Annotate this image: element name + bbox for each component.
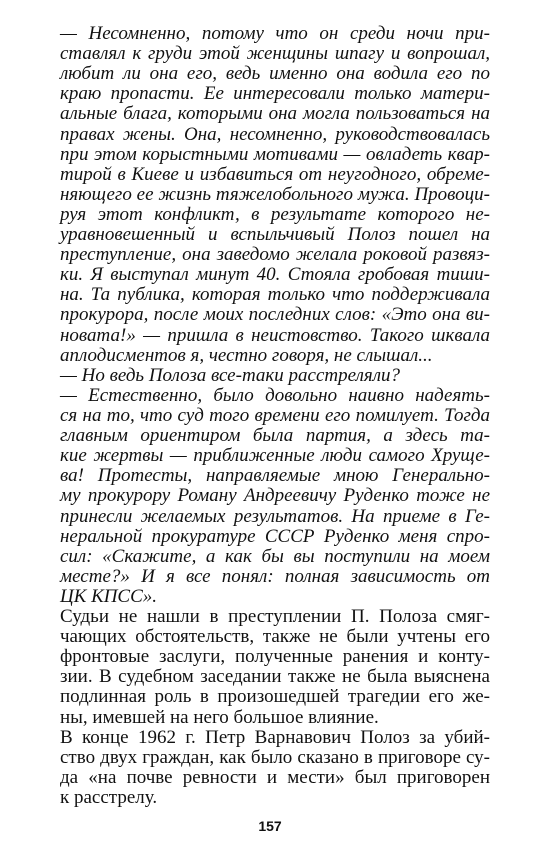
text-line: главным ориентиром была партия, а здесь та-	[60, 425, 490, 447]
text-line: — Несомненно, потому что он среди ночи при-	[60, 23, 490, 44]
text-line: уравновешенный и вспыльчивый Полоз пошел на	[60, 224, 490, 245]
text-line: тирой в Киеве и избавиться от неугодного, обреме-	[60, 163, 490, 185]
text-line: да «на почве ревности и мести» был приговорен	[60, 766, 490, 788]
text-line: ЦК КПСС».	[60, 585, 158, 607]
text-line: — Но ведь Полоза все-таки расстреляли?	[60, 364, 400, 386]
text-line: правах жены. Она, несомненно, руководствовалась	[60, 123, 490, 145]
text-line: ки. Я выступал минут 40. Стояла гробовая тиши-	[60, 264, 490, 286]
text-line: чающих обстоятельств, также не были учтены его	[60, 626, 490, 648]
text-line: В конце 1962 г. Петр Варнавович Полоз за убий-	[60, 726, 490, 748]
text-line: принесли желаемых результатов. На приеме в Ге-	[60, 505, 490, 527]
text-line: Судьи не нашли в преступлении П. Полоза смяг-	[60, 606, 490, 627]
text-line: прокурора, после моих последних слов: «Это она ви-	[60, 304, 490, 326]
text-line: — Естественно, было довольно наивно надеять-	[60, 384, 490, 406]
text-line: фронтовые заслуги, полученные ранения и конту-	[60, 646, 490, 668]
text-line: му прокурору Роману Андреевичу Руденко тоже не	[60, 485, 490, 507]
text-line: подлинная роль в произошедшей трагедии его же-	[60, 686, 490, 708]
text-line: любит ли она его, ведь именно она водила его по	[60, 63, 490, 85]
text-line: при этом корыстными мотивами — овладеть квар-	[60, 143, 490, 165]
text-line: преступление, она заведомо желала роковой развяз-	[60, 244, 490, 266]
text-line: ва! Протесты, направляемые мною Генерально-	[60, 465, 490, 487]
text-line: к расстрелу.	[60, 786, 158, 808]
text-line: краю пропасти. Ее интересовали только матери-	[60, 83, 490, 105]
text-line: альные блага, которыми она могла пользоваться на	[60, 103, 490, 125]
text-line: месте?» И я все понял: полная зависимость от	[60, 565, 490, 587]
text-line: руя этот конфликт, в результате которого не-	[60, 203, 490, 225]
text-line: аплодисментов я, честно говоря, не слышал...	[60, 344, 433, 366]
text-line: зии. В судебном заседании также не была выяснена	[60, 666, 490, 688]
text-line: ся на то, что суд того времени его помилует. Тогда	[60, 404, 490, 426]
text-line: кие жертвы — приближенные люди самого Хруще-	[60, 445, 490, 467]
text-line: на. Та публика, которая только что поддерживала	[60, 284, 490, 306]
text-line: ставлял к груди этой женщины шпагу и вопрошал,	[60, 43, 490, 65]
text-line: няющего ее жизнь тяжелобольного мужа. Провоци-	[60, 183, 490, 205]
text-line: ны, имевшей на него большое влияние.	[60, 706, 379, 728]
text-line: новата!» — пришла в неистовство. Такого шквала	[60, 324, 490, 346]
text-line: неральной прокуратуре СССР Руденко меня спро-	[60, 525, 490, 547]
page-number: 157	[258, 818, 282, 834]
text-line: ство двух граждан, как было сказано в приговоре су-	[60, 746, 490, 768]
text-line: сил: «Скажите, а как бы вы поступили на моем	[60, 545, 490, 567]
